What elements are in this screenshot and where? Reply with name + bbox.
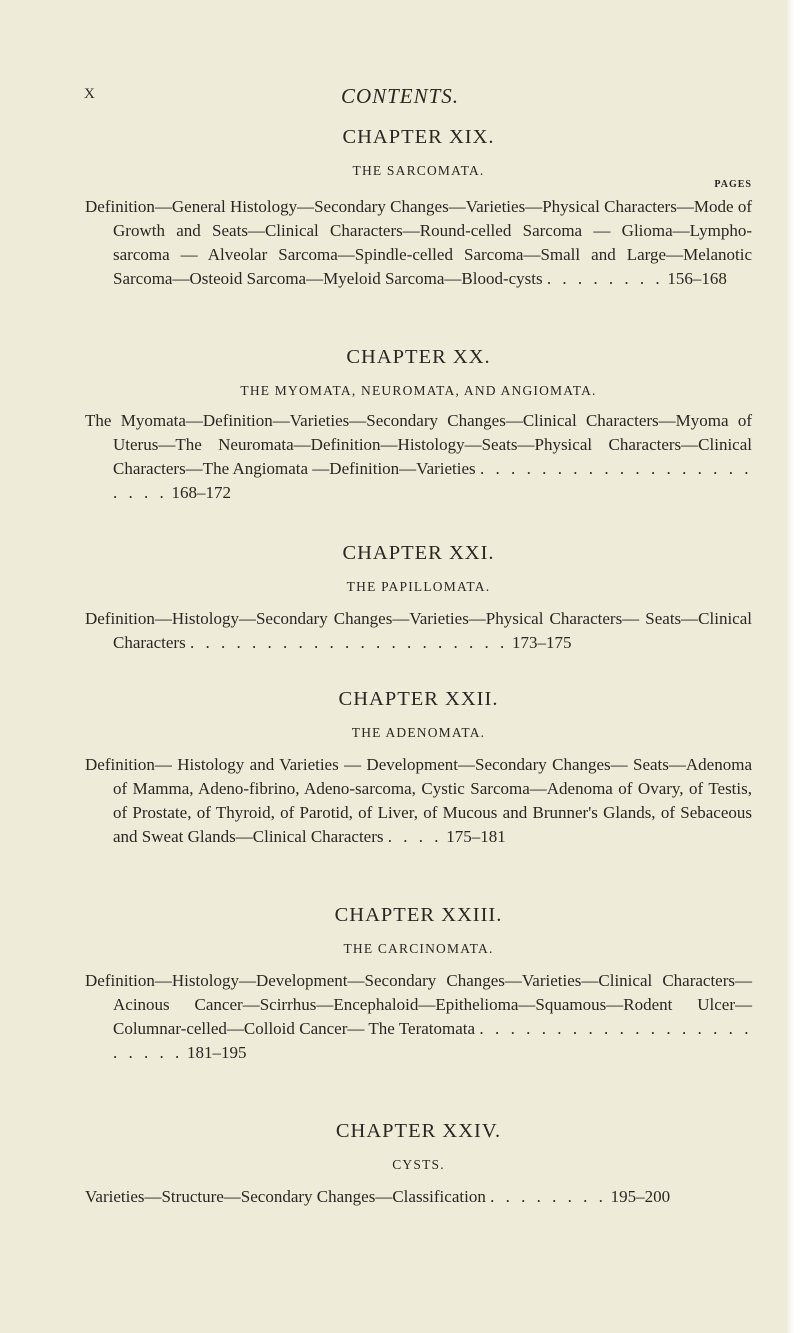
contents-entry <box>85 409 752 505</box>
dot-leader: . . . . <box>387 827 443 846</box>
entry-text: Varieties—Structure—Secondary Changes—Classification <box>85 1187 486 1206</box>
chapter-title: CHAPTER XXIV. <box>335 1120 502 1142</box>
dot-leader: . . . . . . . . . . . . . . . . . . . . . . <box>113 459 752 502</box>
page-range: 195–200 <box>610 1187 671 1206</box>
page-range: 181–195 <box>187 1043 247 1062</box>
chapter-subtitle: THE CARCINOMATA. <box>343 941 494 956</box>
page-range: 173–175 <box>511 633 572 652</box>
pages-column-label: PAGES <box>714 179 752 190</box>
dot-leader: . . . . . . . . . . . . . . . . . . . . . <box>189 633 508 652</box>
dot-leader: . . . . . . . . <box>546 269 664 288</box>
chapter-title: CHAPTER XX. <box>346 346 491 368</box>
page-range: 175–181 <box>446 827 506 846</box>
contents-entry <box>85 195 752 291</box>
entry-text: Definition—Histology—Secondary Changes—Varieties—Physical Characters— Seats—Clinical Characters <box>85 609 752 652</box>
page-range: 156–168 <box>667 269 727 288</box>
entry-text: Definition—General Histology—Secondary Changes—Varieties—Physical Characters—Mode of Growth and Seats—Clinical Characters—Round-celled Sarcoma — Glioma—Lympho-sarcoma — Alveolar Sarcoma—Spindle-celled Sarcoma—Small and Large—Melanotic Sarcoma—Osteoid Sarcoma—Myeloid Sarcoma—Blood-cysts <box>85 197 752 288</box>
chapter-xx <box>85 346 752 505</box>
dot-leader: . . . . . . . . <box>490 1187 607 1206</box>
entry-text: The Myomata—Definition—Varieties—Secondary Changes—Clinical Characters—Myoma of Uterus—The Neuromata—Definition—Histology—Seats—Physical Characters—Clinical Characters—The Angiomata —Definition—Varieties <box>85 411 752 478</box>
page-edge <box>786 0 800 1333</box>
contents-entry <box>85 607 752 655</box>
running-head: CONTENTS. <box>340 84 460 108</box>
chapter-title: CHAPTER XXI. <box>342 542 495 564</box>
chapter-subtitle: THE PAPILLOMATA. <box>346 579 491 594</box>
chapter-subtitle: THE ADENOMATA. <box>351 725 486 740</box>
chapter-xxiii <box>85 904 752 1065</box>
dot-leader: . . . . . . . . . . . . . . . . . . . . . . . <box>113 1019 753 1062</box>
chapter-title: CHAPTER XXII. <box>338 688 499 710</box>
page-range: 168–172 <box>171 483 231 502</box>
page-number: X <box>84 86 96 102</box>
chapter-xxii <box>85 688 752 849</box>
chapter-xxi <box>85 542 752 655</box>
chapter-subtitle: THE SARCOMATA. <box>352 163 485 178</box>
contents-entry <box>85 969 752 1065</box>
chapter-title: CHAPTER XXIII. <box>334 904 503 926</box>
chapter-subtitle: CYSTS. <box>392 1157 445 1172</box>
chapter-subtitle: THE MYOMATA, NEUROMATA, AND ANGIOMATA. <box>240 383 597 398</box>
entry-text: Definition— Histology and Varieties — Development—Secondary Changes— Seats—Adenoma of Mamma, Adeno-fibrino, Adeno-sarcoma, Cystic Sarcoma—Adenoma of Ovary, of Testis, of Prostate, of Thyroid, of Parotid, of Liver, of Mucous and Brunner's Glands, of Sebaceous and Sweat Glands—Clinical Characters <box>85 755 752 846</box>
chapter-title: CHAPTER XIX. <box>342 126 495 148</box>
contents-entry <box>85 753 752 849</box>
chapter-xxiv <box>85 1120 752 1209</box>
chapter-xix <box>85 126 752 291</box>
entry-text: Definition—Histology—Development—Secondary Changes—Varieties—Clinical Characters—Acinous Cancer—Scirrhus—Encephaloid—Epithelioma—Squamous—Rodent Ulcer—Columnar-celled—Colloid Cancer— The Teratomata <box>85 971 752 1038</box>
contents-entry <box>85 1185 752 1209</box>
